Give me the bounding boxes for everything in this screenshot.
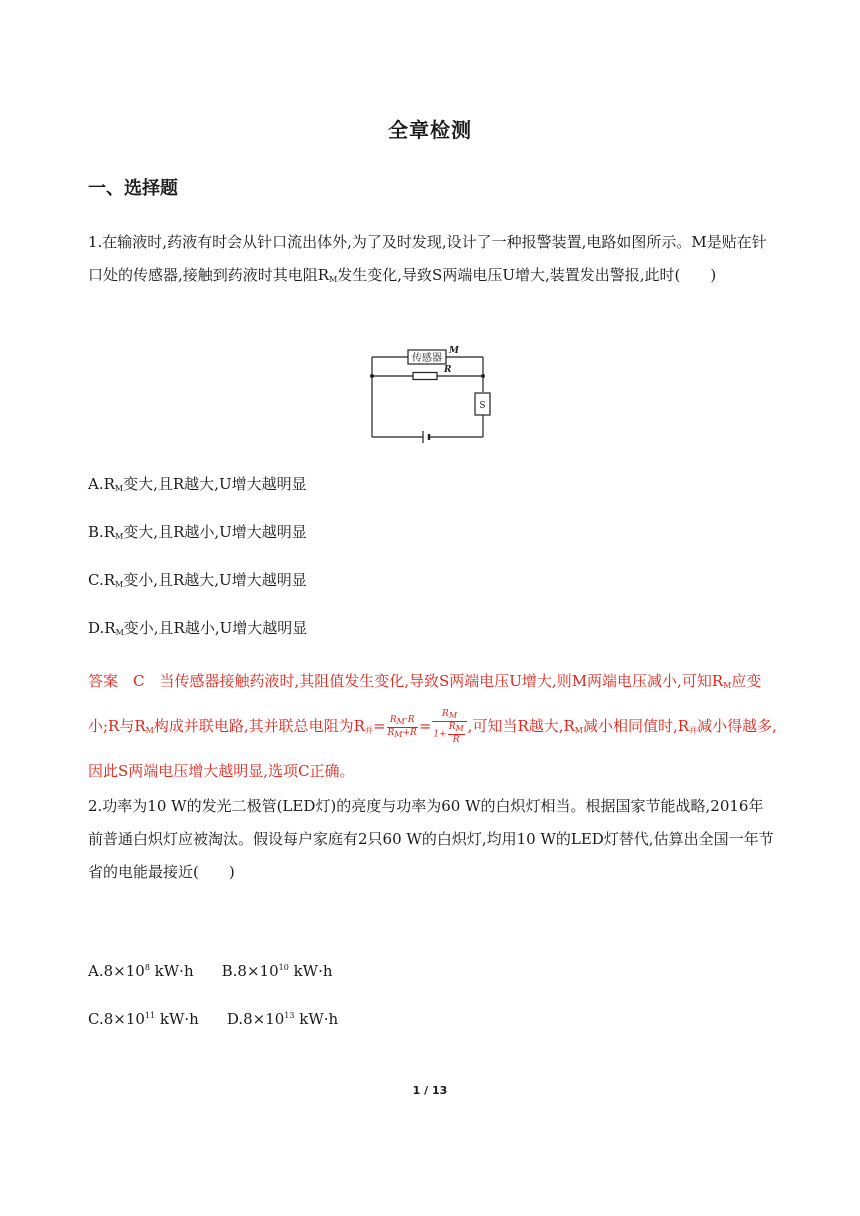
junction-left <box>370 374 374 378</box>
resistor <box>413 373 437 380</box>
junction-right <box>481 374 485 378</box>
question-1-text: 1.在输液时,药液有时会从针口流出体外,为了及时发现,设计了一种报警装置,电路如图所示。M是贴在针口处的传感器,接触到药液时其电阻$R_M$发生变化,导致S两端电压U增大,装置发出警报,此时( ) <box>88 233 767 284</box>
sensor-label: 传感器 <box>412 353 442 364</box>
q2-options-row-2 <box>88 1005 338 1030</box>
m-label: M <box>449 346 459 356</box>
circuit-diagram <box>365 345 495 445</box>
q1-option-c: $C.R_M$变小,且R越大,U增大越明显 <box>88 571 307 589</box>
fraction-2-inner: $\frac{R_M}{R}$ <box>448 721 464 745</box>
q1-option-d: $D.R_M$变小,且R越小,U增大越明显 <box>88 619 308 637</box>
section-heading: 一、选择题 <box>88 178 178 199</box>
q1-answer: 答案 C 当传感器接触药液时,其阻值发生变化,导致S两端电压U增大,则M两端电压减小,可知$R_M$应变小;R与$R_M$构成并联电路,其并联总电阻为$R_并=$ $\frac{R_M\cdot R}{R_M+R}$ = $R_M$ 1+ $\frac{R_M}{R}$ ,可知当R越大$,R_M$减小相同值时$,R_并$减小得越多,因此S两端电压增大越明显,选项C正确。 <box>88 672 777 780</box>
q2-option-d: $D.8\times 10^{13}$ kW·h <box>226 1010 339 1028</box>
s-label: S <box>479 401 486 411</box>
q2-option-a: $A.8\times 10^8$ kW·h <box>88 962 194 980</box>
fraction-2: $R_M$ 1+ $\frac{R_M}{R}$ <box>432 709 466 746</box>
question-2-text: 2.功率为10 W的发光二极管(LED灯)的亮度与功率为60 W的白炽灯相当。根据国家节能战略,2016年前普通白炽灯应被淘汰。假设每户家庭有2只60 W的白炽灯,均用10 W的LED灯替代,估算出全国一年节省的电能最接近( ) <box>88 797 774 881</box>
r-label: R <box>444 365 452 375</box>
q2-option-b: $B.8\times 10^{10}$ kW·h <box>221 962 333 980</box>
q1-option-b: $B.R_M$变大,且R越小,U增大越明显 <box>88 523 307 541</box>
fraction-1: $\frac{R_M\cdot R}{R_M+R}$ <box>387 714 417 739</box>
page-title: 全章检测 <box>388 118 472 142</box>
q2-options-row-1 <box>88 957 333 982</box>
q2-option-c: $C.8\times 10^{11}$ kW·h <box>88 1010 199 1028</box>
page-number: 1 / 13 <box>412 1084 448 1097</box>
q1-option-a: $A.R_M$变大,且R越大,U增大越明显 <box>88 475 307 493</box>
